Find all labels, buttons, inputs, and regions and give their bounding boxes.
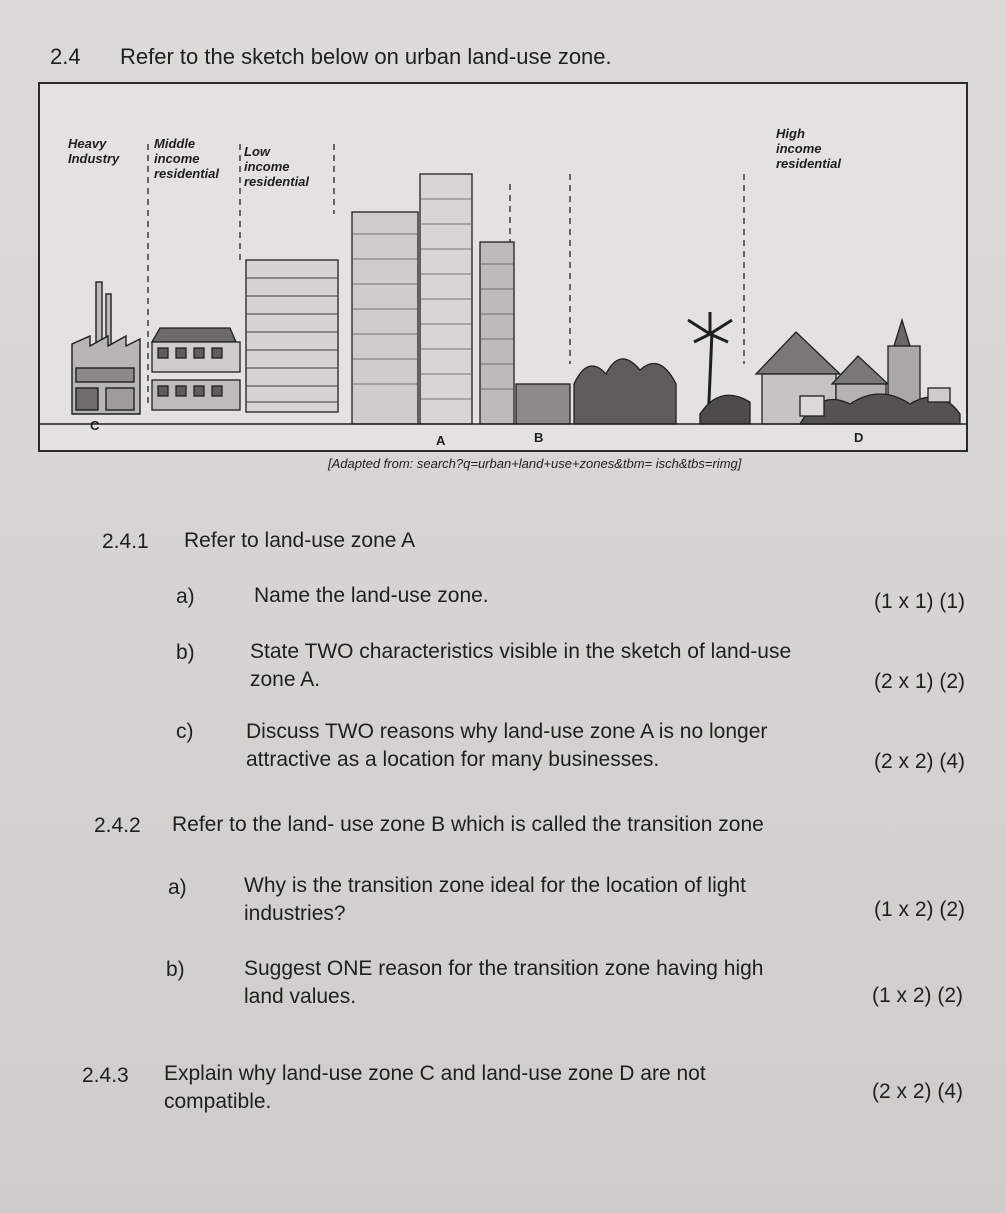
item-text-241b: State TWO characteristics visible in the sketch of land-use zone A. (250, 640, 792, 691)
subquestion-stem-242: Refer to the land- use zone B which is called the transition zone (172, 813, 764, 836)
zone-b-label: B (534, 430, 544, 445)
item-text-241c: Discuss TWO reasons why land-use zone A is no longer attractive as a location for many businesses. (246, 720, 768, 771)
marks-241a: (1 x 1) (1) (874, 590, 966, 613)
item-text-242b: Suggest ONE reason for the transition zone having high land values. (244, 957, 764, 1008)
item-letter-242b: b) (166, 958, 185, 981)
zone-d-label: D (854, 430, 864, 445)
marks-242b: (1 x 2) (2) (872, 984, 964, 1007)
item-letter-241c: c) (176, 720, 194, 743)
marks-243: (2 x 2) (4) (872, 1080, 964, 1103)
item-letter-241a: a) (176, 585, 195, 608)
marks-242a: (1 x 2) (2) (874, 898, 966, 921)
item-text-242a: Why is the transition zone ideal for the location of light industries? (244, 874, 746, 925)
subquestion-stem-241: Refer to land-use zone A (184, 529, 416, 552)
subquestion-number-242: 2.4.2 (94, 814, 141, 837)
item-letter-242a: a) (168, 876, 187, 899)
label-middle-income-residential: Middle income residential (154, 136, 220, 181)
source-caption: [Adapted from: search?q=urban+land+use+zones&tbm= isch&tbs=rimg] (328, 456, 742, 471)
subquestion-number-243: 2.4.3 (82, 1064, 129, 1087)
zone-a-label: A (436, 433, 446, 448)
label-high-income-residential: High income residential (776, 126, 842, 171)
label-low-income-residential: Low income residential (244, 144, 310, 189)
question-title: Refer to the sketch below on urban land-use zone. (120, 44, 612, 69)
item-letter-241b: b) (176, 641, 195, 664)
label-heavy-industry: Heavy Industry (68, 136, 120, 166)
urban-land-use-sketch (38, 82, 968, 452)
marks-241c: (2 x 2) (4) (874, 750, 966, 773)
subquestion-number-241: 2.4.1 (102, 530, 149, 553)
item-text-241a: Name the land-use zone. (254, 584, 489, 607)
zone-c-label: C (90, 418, 100, 433)
marks-241b: (2 x 1) (2) (874, 670, 966, 693)
item-text-243: Explain why land-use zone C and land-use zone D are not compatible. (164, 1062, 706, 1113)
question-number: 2.4 (50, 44, 81, 69)
